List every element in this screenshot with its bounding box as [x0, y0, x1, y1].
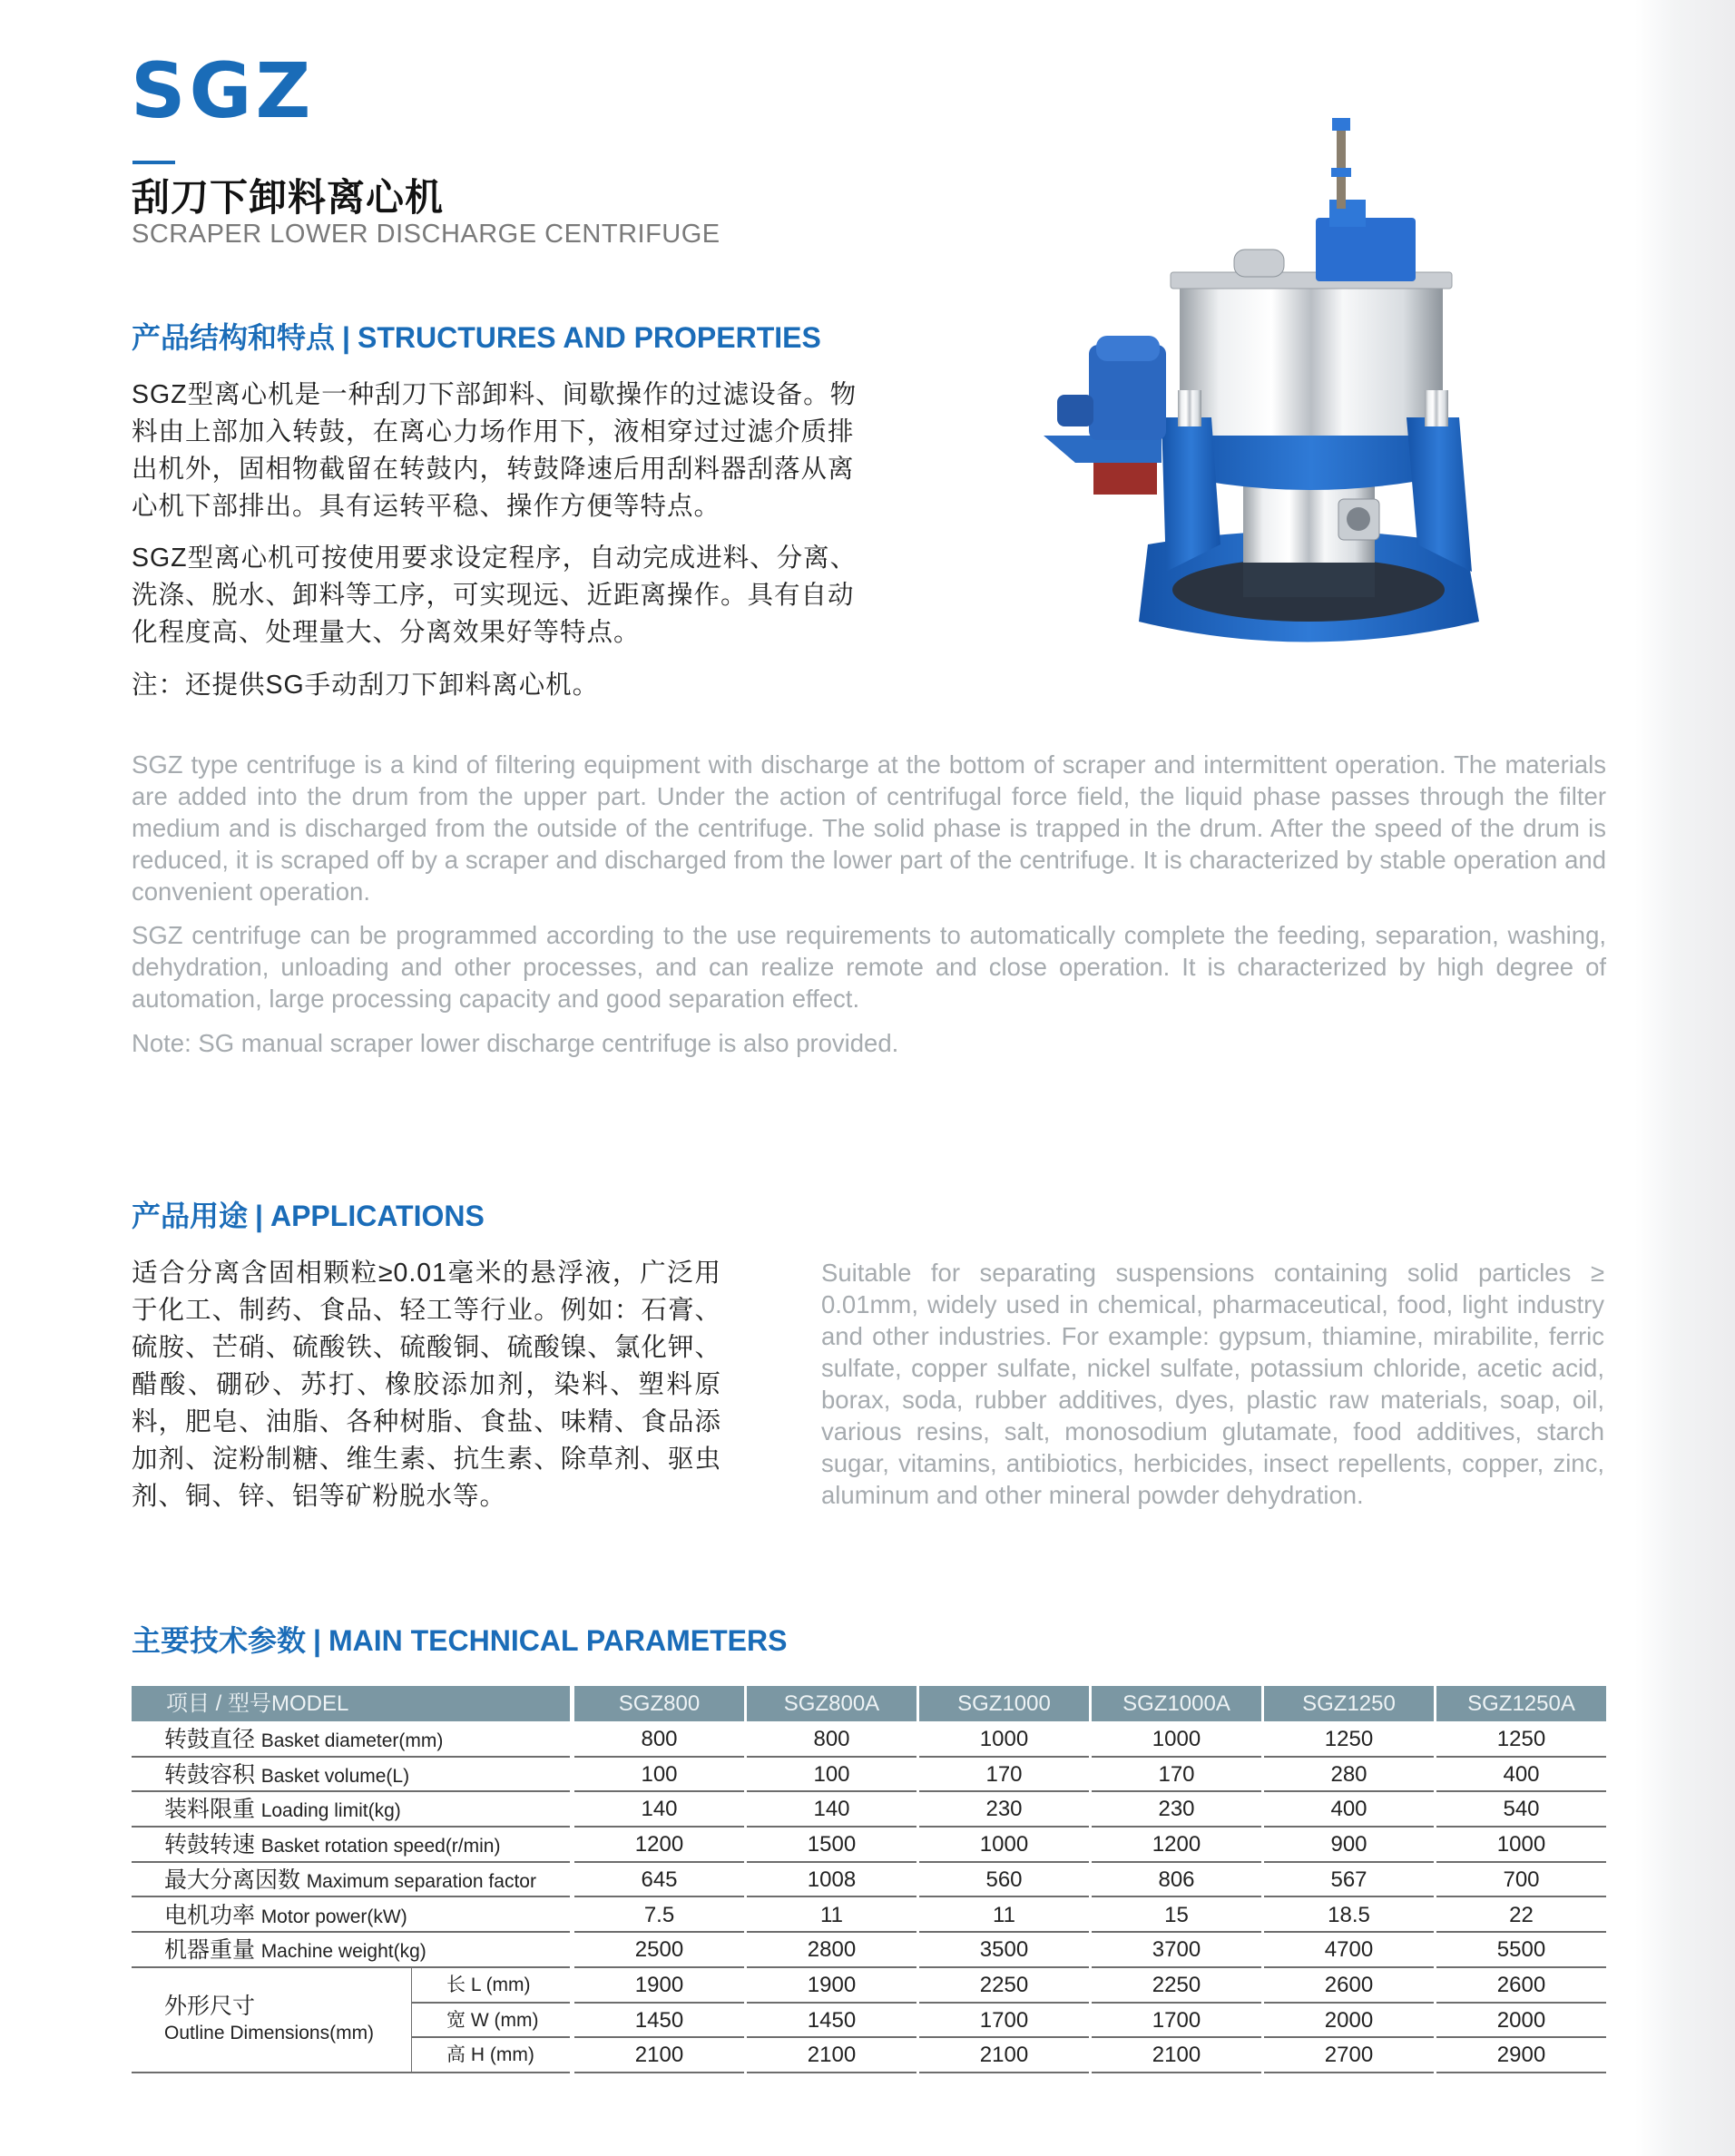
- table-cell: 1450: [574, 2004, 744, 2039]
- parameters-heading: [132, 1626, 787, 1655]
- table-cell: 1500: [747, 1828, 917, 1863]
- structures-heading-cn: 产品结构和特点: [132, 321, 336, 354]
- table-cell: 2800: [747, 1933, 917, 1968]
- table-row-label: [132, 1792, 570, 1828]
- table-cell: 1008: [747, 1863, 917, 1898]
- table-cell: 2000: [1436, 2004, 1606, 2039]
- row-label-en: Loading limit(kg): [260, 1800, 401, 1822]
- row-label-en: Motor power(kW): [260, 1906, 407, 1927]
- structures-cn-para-1: SGZ型离心机是一种刮刀下部卸料、间歇操作的过滤设备。物料由上部加入转鼓，在离心力场作用下，液相穿过过滤介质排出机外，固相物截留在转鼓内，转鼓降速后用刮料器刮落从离心机下部排出。具有运转平稳、操作方便等特点。: [132, 380, 858, 521]
- applications-en-text: Suitable for separating suspensions containing solid particles ≥ 0.01mm, widely used in chemical, pharmaceutical, food, light industry and other industries. For example: gypsum, thiamine, mirabilite, ferric sulfate, copper sulfate, nickel sulfate, potassium chloride, acetic acid, borax, soda, rubber additives, dyes, plastic raw materials, soap, oil, various resins, salt, monosodium glutamate, food additives, starch sugar, vitamins, antibiotics, herbicides, insect repellents, copper, zinc, aluminum and other mineral powder dehydration.: [821, 1259, 1604, 1509]
- structures-heading: [132, 323, 821, 352]
- table-cell: 1900: [747, 1968, 917, 2004]
- table-cell: 1200: [1092, 1828, 1261, 1863]
- table-cell: 1250: [1264, 1722, 1434, 1758]
- dimension-sub-label: 宽 W (mm): [412, 2004, 570, 2039]
- table-row-label: [132, 1722, 570, 1758]
- table-row-label: [132, 1758, 570, 1793]
- row-label-en: Basket volume(L): [260, 1765, 410, 1787]
- table-cell: 2100: [1092, 2038, 1261, 2073]
- table-cell: 11: [919, 1898, 1089, 1934]
- table-cell: 170: [919, 1758, 1089, 1793]
- parameters-heading-cn: 主要技术参数: [132, 1624, 307, 1657]
- row-label-cn: 电机功率: [164, 1902, 256, 1928]
- table-cell: 700: [1436, 1863, 1606, 1898]
- table-cell: 100: [574, 1758, 744, 1793]
- structures-en-para-1: SGZ type centrifuge is a kind of filtering equipment with discharge at the bottom of scraper and intermittent operation. The materials are added into the drum from the upper part. Under the action of centrifugal force field, the liquid phase passes through the filter medium and is discharged from the outside of the centrifuge. The solid phase is trapped in the drum. After the speed of the drum is reduced, it is scraped off by a scraper and discharged from the lower part of the centrifuge. It is characterized by stable operation and convenient operation.: [132, 750, 1606, 906]
- row-label-cn: 转鼓转速: [164, 1832, 256, 1858]
- table-cell: 400: [1436, 1758, 1606, 1793]
- table-header-model: SGZ1000A: [1092, 1686, 1261, 1721]
- table-cell: 540: [1436, 1792, 1606, 1828]
- table-cell: 567: [1264, 1863, 1434, 1898]
- heading-separator: |: [255, 1200, 263, 1232]
- table-cell: 806: [1092, 1863, 1261, 1898]
- table-cell: 15: [1092, 1898, 1261, 1934]
- page-edge-shade: [1635, 0, 1735, 2156]
- table-row-label: [132, 1828, 570, 1863]
- table-cell: 1000: [919, 1722, 1089, 1758]
- row-label-en: Basket diameter(mm): [260, 1730, 444, 1751]
- table-cell: 1250: [1436, 1722, 1606, 1758]
- applications-heading-en: APPLICATIONS: [270, 1200, 485, 1232]
- applications-heading-cn: 产品用途: [132, 1200, 249, 1232]
- table-cell: 2000: [1264, 2004, 1434, 2039]
- table-cell: 5500: [1436, 1933, 1606, 1968]
- heading-separator: |: [313, 1624, 321, 1657]
- table-cell: 7.5: [574, 1898, 744, 1934]
- table-cell: 280: [1264, 1758, 1434, 1793]
- table-cell: 2250: [1092, 1968, 1261, 2004]
- structures-heading-en: STRUCTURES AND PROPERTIES: [357, 321, 821, 354]
- row-label-en: Basket rotation speed(r/min): [260, 1836, 501, 1857]
- table-row-label: [132, 1898, 570, 1934]
- table-cell: 230: [1092, 1792, 1261, 1828]
- table-header-model: SGZ800: [574, 1686, 744, 1721]
- row-label-cn: 装料限重: [164, 1797, 256, 1823]
- table-cell: 100: [747, 1758, 917, 1793]
- table-cell: 2600: [1436, 1968, 1606, 2004]
- table-cell: 2100: [574, 2038, 744, 2073]
- table-cell: 2500: [574, 1933, 744, 1968]
- title-accent-bar: [132, 161, 175, 164]
- table-cell: 1000: [1092, 1722, 1261, 1758]
- table-cell: 2900: [1436, 2038, 1606, 2073]
- product-title-en: SCRAPER LOWER DISCHARGE CENTRIFUGE: [132, 220, 720, 249]
- row-label-cn: 转鼓直径: [164, 1727, 256, 1752]
- table-cell: 2100: [919, 2038, 1089, 2073]
- structures-en-para-2: SGZ centrifuge can be programmed according to the use requirements to automatically complete the feeding, separation, washing, dehydration, unloading and other processes, and can realize remote and close operation. It is characterized by high degree of automation, large processing capacity and good separation effect.: [132, 921, 1606, 1013]
- row-label-cn: 最大分离因数: [164, 1867, 301, 1893]
- table-cell: 560: [919, 1863, 1089, 1898]
- table-cell: 2600: [1264, 1968, 1434, 2004]
- parameters-heading-en: MAIN TECHNICAL PARAMETERS: [328, 1624, 788, 1657]
- table-cell: 645: [574, 1863, 744, 1898]
- table-cell: 230: [919, 1792, 1089, 1828]
- table-cell: 2250: [919, 1968, 1089, 2004]
- table-cell: 1200: [574, 1828, 744, 1863]
- table-cell: 2100: [747, 2038, 917, 2073]
- table-cell: 1000: [919, 1828, 1089, 1863]
- heading-separator: |: [342, 321, 350, 354]
- table-cell: 800: [574, 1722, 744, 1758]
- table-header-model: SGZ1250: [1264, 1686, 1434, 1721]
- table-cell: 4700: [1264, 1933, 1434, 1968]
- dimension-sub-label: 高 H (mm): [412, 2038, 570, 2073]
- structures-cn-para-2: SGZ型离心机可按使用要求设定程序，自动完成进料、分离、洗涤、脱水、卸料等工序，可实现远、近距离操作。具有自动化程度高、处理量大、分离效果好等特点。: [132, 544, 858, 647]
- table-header-label: 项目 / 型号MODEL: [132, 1686, 570, 1721]
- table-cell: 140: [747, 1792, 917, 1828]
- centrifuge-product-image: [1025, 118, 1588, 708]
- row-label-cn: 转鼓容积: [164, 1761, 256, 1788]
- row-label-cn: 机器重量: [164, 1937, 256, 1964]
- applications-cn-text: 适合分离含固相颗粒≥0.01毫米的悬浮液，广泛用于化工、制药、食品、轻工等行业。例如：石膏、硫胺、芒硝、硫酸铁、硫酸铜、硫酸镍、氯化钾、醋酸、硼砂、苏打、橡胶添加剂，染料、塑料原料，肥皂、油脂、各种树脂、食盐、味精、食品添加剂、淀粉制糖、维生素、抗生素、除草剂、驱虫剂、铜、锌、铝等矿粉脱水等。: [132, 1259, 721, 1511]
- table-cell: 18.5: [1264, 1898, 1434, 1934]
- table-cell: 2700: [1264, 2038, 1434, 2073]
- applications-heading: [132, 1201, 485, 1230]
- model-code-title: SGZ: [131, 46, 315, 135]
- table-header-model: SGZ1000: [919, 1686, 1089, 1721]
- table-header-model: SGZ1250A: [1436, 1686, 1606, 1721]
- structures-cn-note: 注：还提供SG手动刮刀下卸料离心机。: [132, 671, 600, 700]
- table-cell: 3700: [1092, 1933, 1261, 1968]
- table-cell: 1000: [1436, 1828, 1606, 1863]
- table-cell: 800: [747, 1722, 917, 1758]
- table-cell: 170: [1092, 1758, 1261, 1793]
- table-cell: 1450: [747, 2004, 917, 2039]
- product-title-cn: 刮刀下卸料离心机: [132, 176, 445, 219]
- table-cell: 140: [574, 1792, 744, 1828]
- table-cell: 400: [1264, 1792, 1434, 1828]
- dimensions-label-en: Outline Dimensions(mm): [164, 2022, 375, 2043]
- table-cell: 3500: [919, 1933, 1089, 1968]
- outline-dimensions-label: [132, 1968, 411, 2073]
- table-cell: 1700: [1092, 2004, 1261, 2039]
- table-cell: 1900: [574, 1968, 744, 2004]
- table-row-label: [132, 1933, 570, 1968]
- table-cell: 900: [1264, 1828, 1434, 1863]
- table-header-model: SGZ800A: [747, 1686, 917, 1721]
- table-row-label: [132, 1863, 570, 1898]
- dimensions-label-cn: 外形尺寸: [164, 1993, 256, 2019]
- row-label-en: Maximum separation factor: [306, 1870, 536, 1892]
- table-cell: 22: [1436, 1898, 1606, 1934]
- dimension-sub-label: 长 L (mm): [412, 1968, 570, 2004]
- structures-en-note: Note: SG manual scraper lower discharge centrifuge is also provided.: [132, 1029, 899, 1057]
- table-cell: 11: [747, 1898, 917, 1934]
- table-cell: 1700: [919, 2004, 1089, 2039]
- row-label-en: Machine weight(kg): [260, 1941, 426, 1963]
